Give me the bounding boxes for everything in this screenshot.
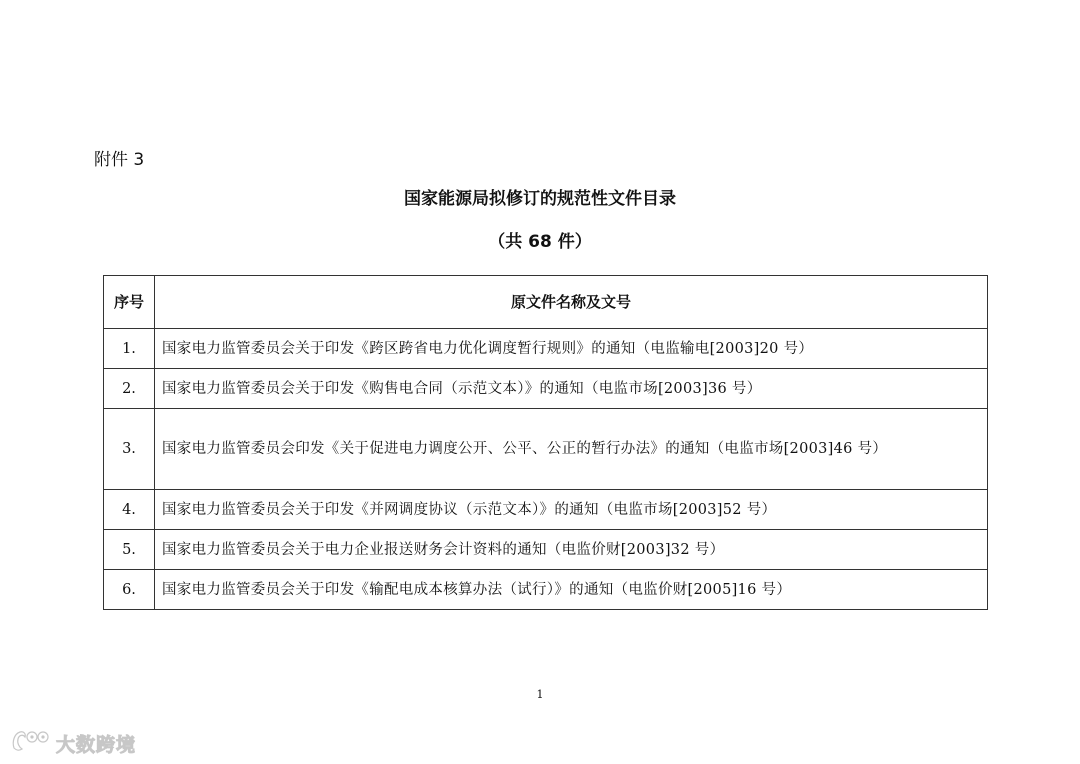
page-number: 1: [536, 688, 544, 701]
column-header-document-name: 原文件名称及文号: [155, 276, 988, 329]
document-name: 国家电力监管委员会关于印发《跨区跨省电力优化调度暂行规则》的通知（电监输电[2003]20 号）: [155, 329, 988, 369]
row-number: 3.: [104, 409, 155, 490]
row-number: 2.: [104, 369, 155, 409]
attachment-label: 附件 3: [94, 150, 145, 170]
table-row: [104, 329, 988, 369]
table-row: [104, 530, 988, 570]
row-number: 1.: [104, 329, 155, 369]
document-title: 国家能源局拟修订的规范性文件目录: [404, 189, 676, 209]
row-number: 4.: [104, 490, 155, 530]
document-catalog-table: [103, 275, 988, 610]
watermark-text: 大数跨境: [56, 733, 137, 756]
wechat-channel-logo-icon: [10, 728, 50, 758]
row-number: 5.: [104, 530, 155, 570]
document-subtitle: （共 68 件）: [488, 232, 592, 252]
row-number: 6.: [104, 570, 155, 610]
column-header-serial-number: 序号: [104, 276, 155, 329]
document-name: 国家电力监管委员会关于印发《输配电成本核算办法（试行）》的通知（电监价财[2005]16 号）: [155, 570, 988, 610]
table-row: [104, 369, 988, 409]
document-name: 国家电力监管委员会关于印发《并网调度协议（示范文本）》的通知（电监市场[2003]52 号）: [155, 490, 988, 530]
document-name: 国家电力监管委员会关于印发《购售电合同（示范文本）》的通知（电监市场[2003]36 号）: [155, 369, 988, 409]
watermark: [10, 728, 136, 758]
document-name: 国家电力监管委员会印发《关于促进电力调度公开、公平、公正的暂行办法》的通知（电监市场[2003]46 号）: [155, 409, 988, 490]
table-row: [104, 570, 988, 610]
table-row: [104, 490, 988, 530]
table-header-row: [104, 276, 988, 329]
document-name: 国家电力监管委员会关于电力企业报送财务会计资料的通知（电监价财[2003]32 号）: [155, 530, 988, 570]
table-row: [104, 409, 988, 490]
